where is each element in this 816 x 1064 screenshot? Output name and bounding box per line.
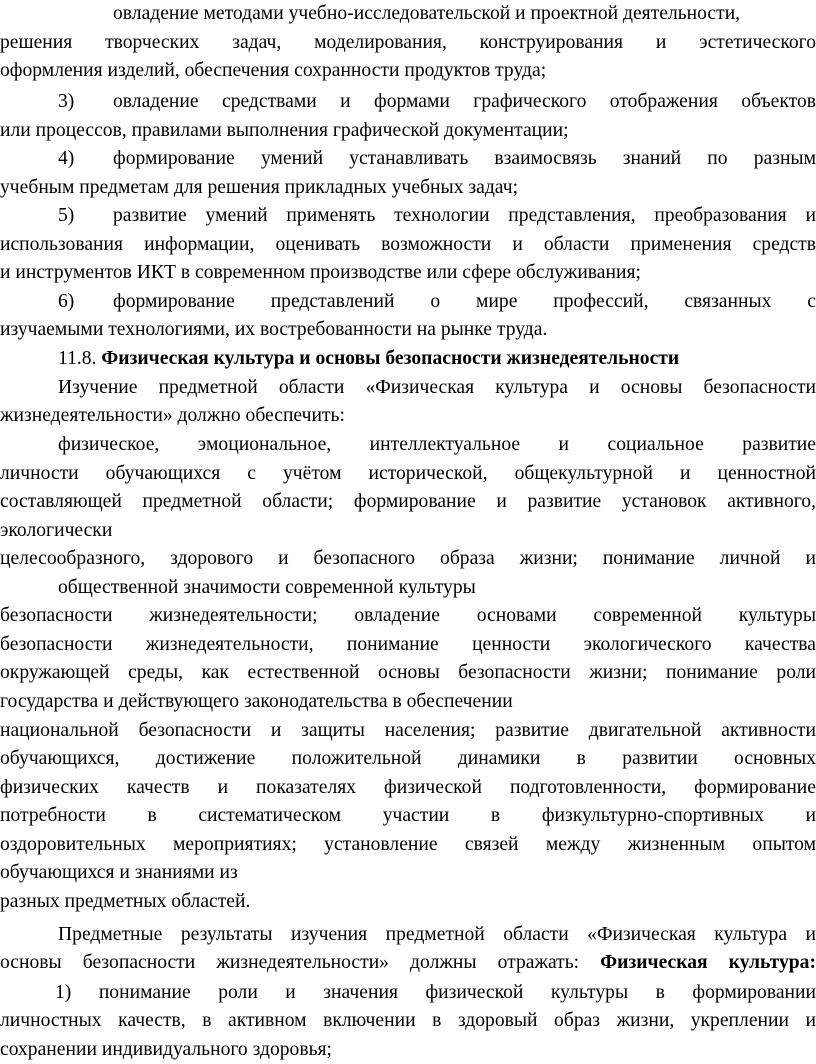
text-line: Изучение предметной области «Физическая культура и основы безопасности	[58, 377, 816, 398]
text-line: физическое, эмоциональное, интеллектуальное и социальное развитие	[58, 434, 816, 455]
list-item-1: 1) понимание роли и значения физической культуры в формировании	[55, 982, 816, 1003]
list-number: 3)	[58, 91, 75, 112]
text-line: оформления изделий, обеспечения сохранности продуктов труда;	[0, 60, 547, 81]
list-number: 4)	[58, 148, 75, 169]
section-heading	[58, 345, 816, 373]
list-number: 5)	[58, 205, 75, 226]
text-line: сохранении индивидуального здоровья;	[0, 1039, 333, 1060]
text-line: оздоровительных мероприятиях; установление связей между жизненным опытом	[0, 834, 816, 855]
text-line: основы безопасности жизнедеятельности» должны отражать: Физическая культура:	[0, 952, 816, 973]
text-line: учебным предметам для решения прикладных учебных задач;	[0, 177, 519, 198]
section-number: 11.8.	[58, 348, 97, 369]
text-line: или процессов, правилами выполнения графической документации;	[0, 120, 569, 141]
text-line: общественной значимости современной культуры	[58, 577, 476, 598]
text-line: жизнедеятельности» должно обеспечить:	[0, 405, 345, 426]
text-line: овладение методами учебно-исследовательской и проектной деятельности,	[113, 3, 741, 24]
text-line: государства и действующего законодательства в обеспечении	[0, 691, 513, 712]
text-line: личности обучающихся с учётом исторической, общекультурной и ценностной	[0, 463, 816, 484]
text-line: окружающей среды, как естественной основы безопасности жизни; понимание роли	[0, 662, 816, 683]
list-item-4: 4) формирование умений устанавливать взаимосвязь знаний по разным	[58, 145, 816, 173]
text-line: целесообразного, здорового и безопасного образа жизни; понимание личной и	[0, 548, 816, 569]
text-line: Предметные результаты изучения предметной области «Физическая культура и	[58, 924, 816, 945]
list-item-5: 5) развитие умений применять технологии представления, преобразования и	[58, 202, 816, 230]
list-item-6: 6) формирование представлений о мире профессий, связанных с	[58, 288, 816, 316]
text-line: разных предметных областей.	[0, 891, 251, 912]
text-line: обучающихся и знаниями из	[0, 862, 238, 883]
text-line: изучаемыми технологиями, их востребованности на рынке труда.	[0, 319, 548, 340]
text-line: и инструментов ИКТ в современном производстве или сфере обслуживания;	[0, 262, 641, 283]
list-item-3: 3) овладение средствами и формами графического отображения объектов	[58, 88, 816, 116]
section-title: Физическая культура и основы безопасности жизнедеятельности	[101, 348, 680, 369]
text-line: потребности в систематическом участии в физкультурно-спортивных и	[0, 805, 816, 826]
text-line: безопасности жизнедеятельности, понимание ценности экологического качества	[0, 634, 816, 655]
text-line: составляющей предметной области; формирование и развитие установок активного,	[0, 491, 816, 512]
list-number: 6)	[58, 291, 75, 312]
text-line: физических качеств и показателях физической подготовленности, формирование	[0, 777, 816, 798]
text-line: безопасности жизнедеятельности; овладение основами современной культуры	[0, 605, 816, 626]
text-line: национальной безопасности и защиты населения; развитие двигательной активности	[0, 720, 816, 741]
subsection-title: Физическая культура:	[600, 952, 816, 973]
text-line: обучающихся, достижение положительной динамики в развитии основных	[0, 748, 816, 769]
text-line: экологически	[0, 520, 113, 541]
text-line: использования информации, оценивать возможности и области применения средств	[0, 234, 816, 255]
text-line: личностных качеств, в активном включении в здоровый образ жизни, укреплении и	[0, 1010, 816, 1031]
text-line: решения творческих задач, моделирования, конструирования и эстетического	[0, 32, 816, 53]
